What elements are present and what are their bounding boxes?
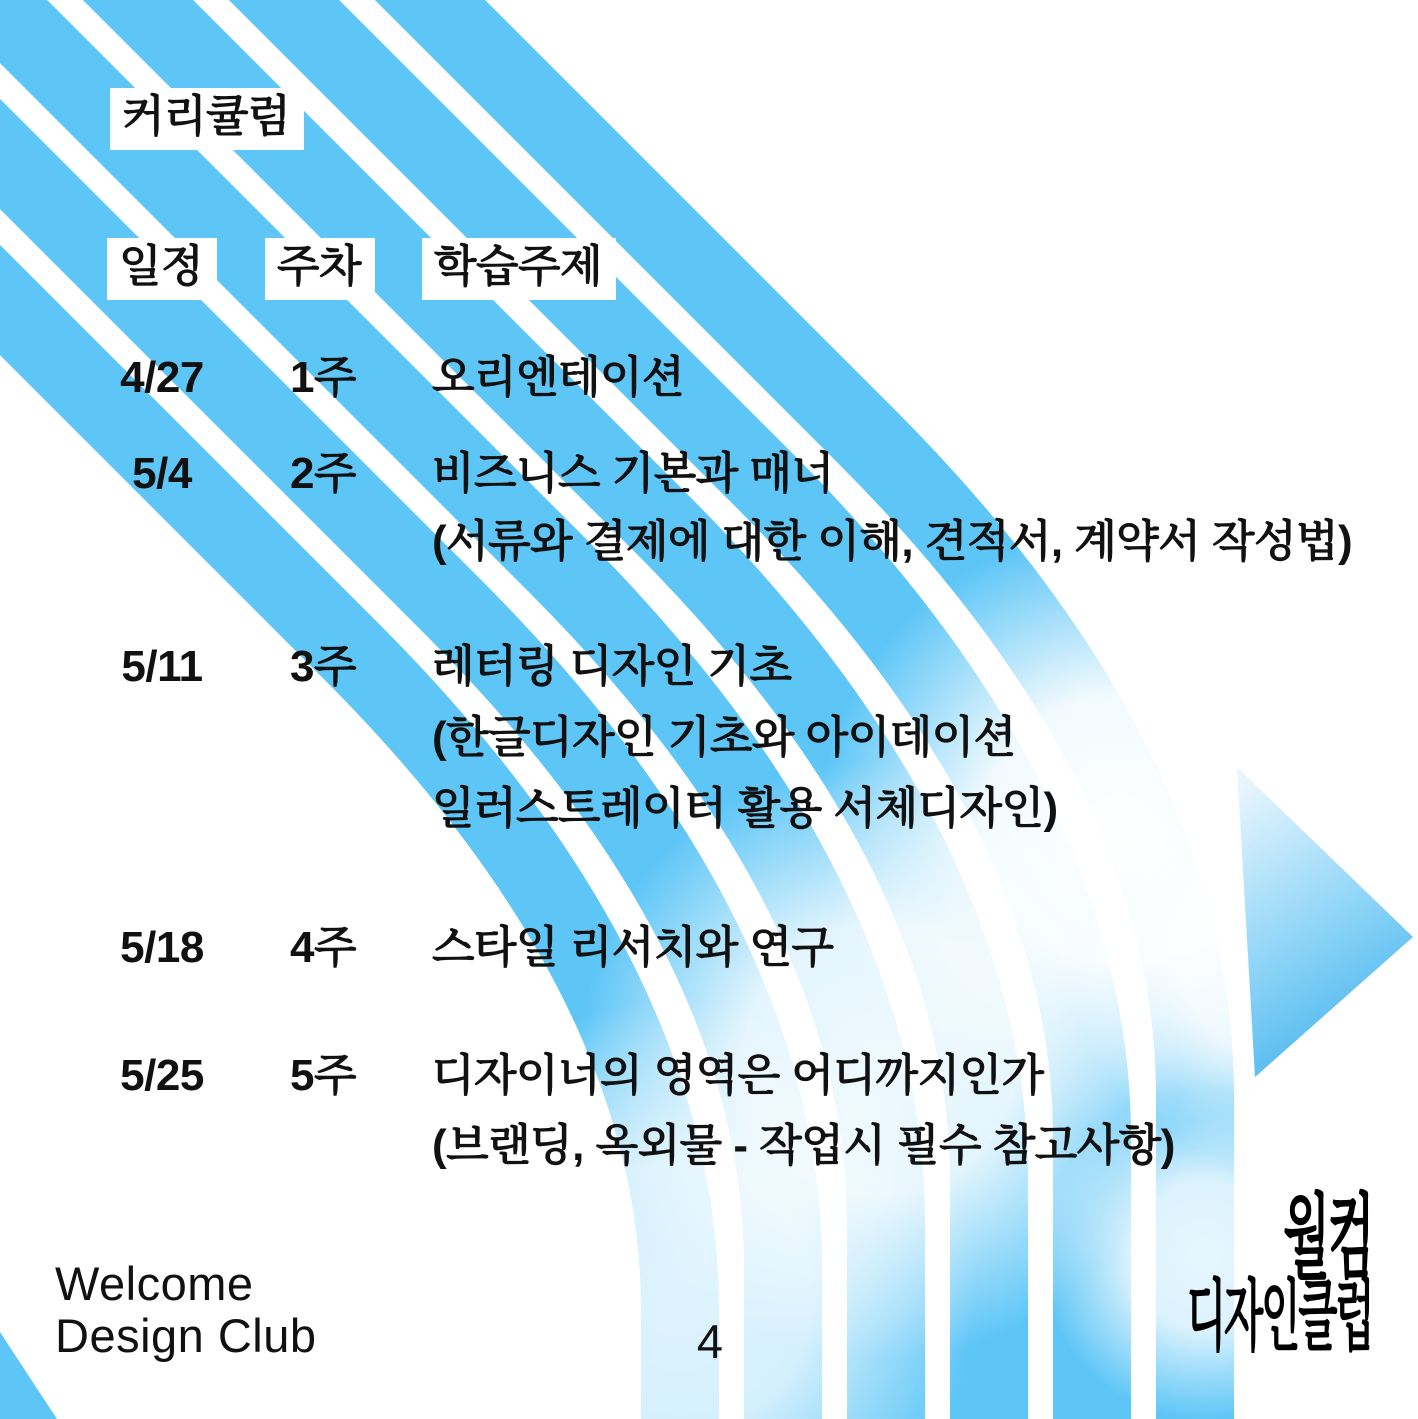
footer-brand-line1: Welcome — [55, 1257, 254, 1310]
row1-date: 4/27 — [120, 353, 204, 402]
row2-date: 5/4 — [132, 449, 192, 498]
korean-logo — [1186, 1185, 1372, 1360]
column-header-topic: 학습주제 — [422, 238, 616, 300]
title-row — [110, 88, 304, 150]
row4-topic: 스타일 리서치와 연구 — [432, 923, 834, 972]
row3-date: 5/11 — [121, 642, 203, 691]
footer-brand — [55, 1258, 317, 1361]
page-number: 4 — [696, 1315, 724, 1368]
row5-week: 5주 — [290, 1051, 356, 1100]
row1-week: 1주 — [290, 353, 356, 402]
row4-date: 5/18 — [120, 923, 204, 972]
row3-topic: 레터링 디자인 기초 — [432, 642, 792, 691]
row2-week: 2주 — [290, 449, 356, 498]
row5-detail: (브랜딩, 옥외물 - 작업시 필수 참고사항) — [432, 1121, 1175, 1170]
row2-detail: (서류와 결제에 대한 이해, 견적서, 계약서 작성법) — [432, 517, 1353, 566]
column-header-week: 주차 — [252, 238, 388, 300]
page-title: 커리큘럼 — [110, 88, 304, 150]
row3-week: 3주 — [290, 642, 356, 691]
row5-topic: 디자이너의 영역은 어디까지인가 — [432, 1051, 1044, 1100]
column-header-date: 일정 — [96, 238, 228, 300]
footer-brand-line2: Design Club — [55, 1308, 317, 1362]
row5-date: 5/25 — [120, 1051, 204, 1100]
row1-topic: 오리엔테이션 — [432, 353, 685, 402]
row4-week: 4주 — [290, 923, 356, 972]
korean-logo-line2: 디자인클럽 — [1186, 1272, 1372, 1360]
row3-detail-2: 일러스트레이터 활용 서체디자인) — [432, 784, 1058, 833]
row2-topic: 비즈니스 기본과 매너 — [432, 449, 834, 498]
korean-logo-line1: 월컴 — [1282, 1185, 1372, 1290]
row3-detail-1: (한글디자인 기초와 아이데이션 — [432, 713, 1016, 762]
